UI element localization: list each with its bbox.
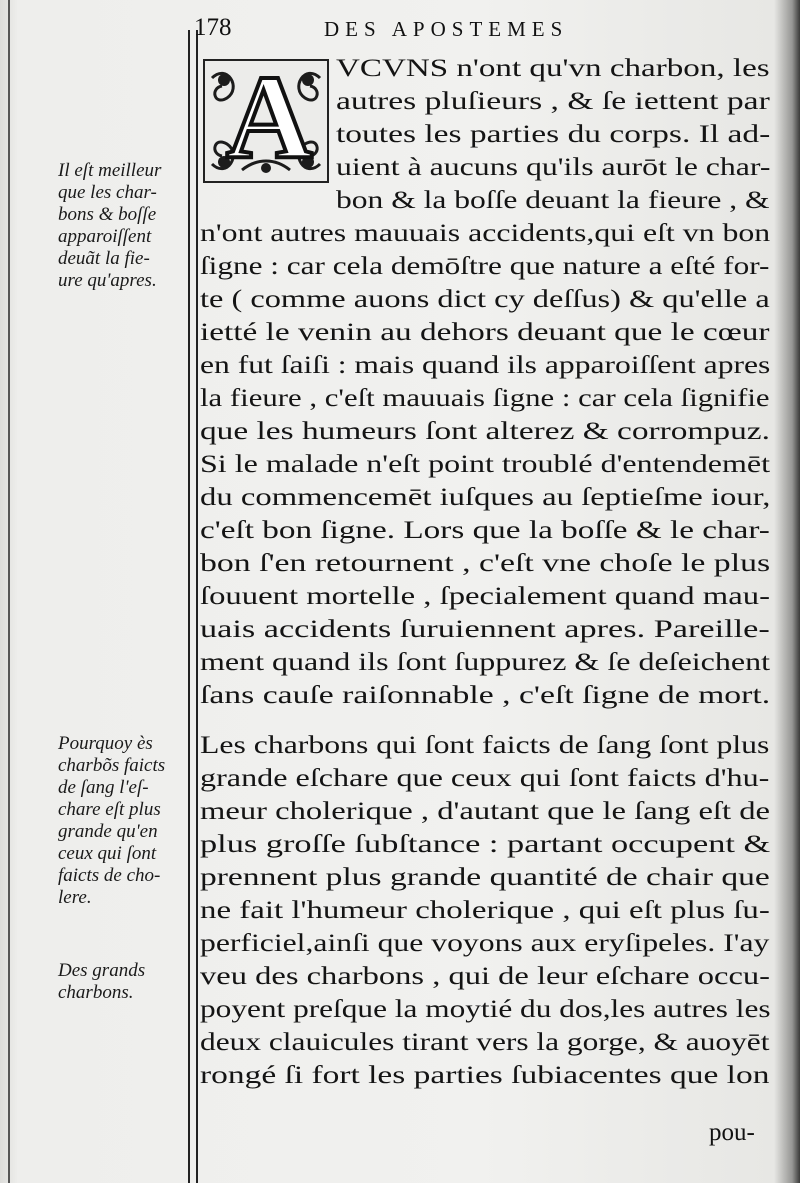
page-edge-rule <box>8 0 10 1183</box>
body-line: ietté le venin au dehors deuant que le cœur <box>200 319 770 346</box>
body-line: deux clauicules tirant vers la gorge, & auoyēt <box>200 1029 770 1056</box>
margin-note-line: lere. <box>58 887 92 908</box>
margin-note-grands-charbons <box>58 960 190 1004</box>
body-line: bon & la boſſe deuant la fieure , & <box>336 187 770 214</box>
body-line: du commencemēt iuſques au ſeptieſme iour, <box>200 484 771 511</box>
body-line: plus groſſe ſubſtance : partant occupent & <box>200 831 771 858</box>
body-line: poyent preſque la moytié du dos,les autres les <box>200 996 771 1023</box>
body-line: ſans cauſe raiſonnable , c'eſt ſigne de mort. <box>200 682 771 709</box>
body-line: n'ont autres mauuais accidents,qui eſt vn bon <box>200 220 771 247</box>
margin-note-line: grande qu'en <box>58 821 158 842</box>
body-line: autres pluſieurs , & ſe iettent par <box>336 88 770 115</box>
running-title: DES APOSTEMES <box>324 17 569 41</box>
body-line: la fieure , c'eſt mauuais ſigne : car cela ſignifie <box>200 385 770 412</box>
margin-note-line: deuãt la fie- <box>58 248 150 269</box>
body-line: que les humeurs ſont alterez & corrompuz. <box>200 418 770 445</box>
margin-note-line: charbõs faicts <box>58 755 166 776</box>
running-head <box>194 14 774 44</box>
margin-note-line: bons & boſſe <box>58 204 157 225</box>
body-line: veu des charbons , qui de leur eſchare occu- <box>200 963 771 990</box>
body-line: Si le malade n'eſt point troublé d'entendemēt <box>200 451 770 478</box>
body-line: toutes les parties du corps. Il ad- <box>336 121 771 148</box>
page-number: 178 <box>194 14 232 41</box>
margin-note-line: chare eſt plus <box>58 799 161 820</box>
body-line: ſouuent mortelle , ſpecialement quand mau- <box>200 583 770 610</box>
body-line: uais accidents ſuruiennent apres. Pareille- <box>200 616 770 643</box>
margin-note-line: charbons. <box>58 982 134 1003</box>
margin-note-line: que les char- <box>58 182 157 203</box>
margin-note-line: Des grands <box>58 960 146 981</box>
body-line: uient à aucuns qu'ils aurōt le char- <box>336 154 771 181</box>
body-line: bon ſ'en retournent , c'eſt vne choſe le plus <box>200 550 771 577</box>
margin-note-line: faicts de cho- <box>58 865 161 886</box>
body-line: Les charbons qui ſont faicts de ſang ſont plus <box>200 732 770 759</box>
ornamental-initial <box>202 50 330 184</box>
margin-note-eschare <box>58 733 190 909</box>
margin-note-line: ure qu'apres. <box>58 270 157 291</box>
margin-note-line: de ſang l'eſ- <box>58 777 149 798</box>
margin-note-charbons-fievre <box>58 160 190 292</box>
margin-note-line: Il eſt meilleur <box>58 160 162 181</box>
body-line: perficiel,ainſi que voyons aux eryſipeles. I'ay <box>200 930 770 957</box>
body-line: ſigne : car cela demōſtre que nature a eſté for- <box>200 253 770 280</box>
body-line: ment quand ils ſont ſuppurez & ſe deſeichent <box>200 649 771 676</box>
margin-rule-inner <box>196 30 198 1183</box>
body-line: VCVNS n'ont qu'vn charbon, les <box>336 55 770 82</box>
body-line: ne fait l'humeur cholerique , qui eſt plus ſu- <box>200 897 770 924</box>
margin-note-line: ceux qui ſont <box>58 843 157 864</box>
body-line: en fut ſaiſi : mais quand ils apparoiſſent apres <box>200 352 771 379</box>
body-line: c'eſt bon ſigne. Lors que la boſſe & le char- <box>200 517 770 544</box>
margin-note-line: apparoiſſent <box>58 226 152 247</box>
body-line: prennent plus grande quantité de chair que <box>200 864 770 891</box>
body-line: meur cholerique , d'autant que le ſang eſt de <box>200 798 770 825</box>
initial-letter: A <box>226 50 313 183</box>
margin-note-line: Pourquoy ès <box>58 733 153 754</box>
body-line: grande eſchare que ceux qui ſont faicts d'hu- <box>200 765 770 792</box>
catchword: pou- <box>709 1119 755 1146</box>
body-line: te ( comme auons dict cy deſſus) & qu'elle a <box>200 286 770 313</box>
body-line: rongé ſi fort les parties ſubiacentes que lon <box>200 1062 770 1089</box>
